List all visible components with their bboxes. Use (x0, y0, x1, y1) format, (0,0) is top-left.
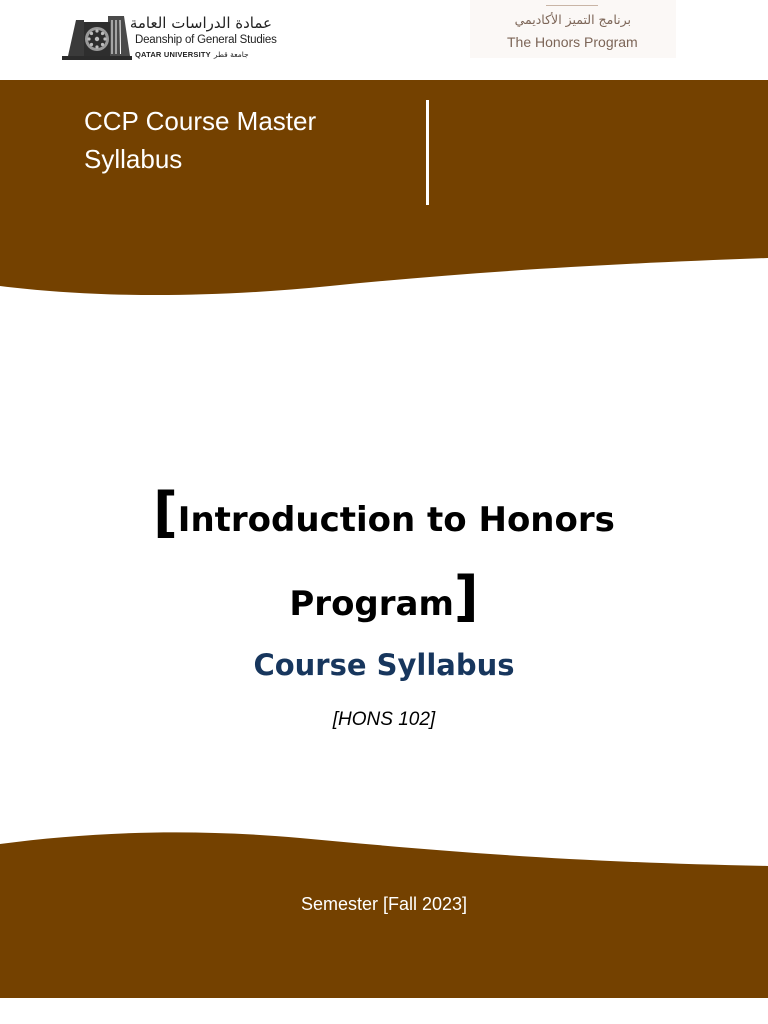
deanship-logo (62, 12, 277, 62)
deanship-english-name: Deanship of General Studies (135, 34, 277, 46)
header-divider (426, 100, 429, 205)
header-title: CCP Course Master Syllabus (84, 106, 317, 174)
course-title (110, 478, 658, 646)
qu-emblem-icon (62, 12, 132, 62)
title-close-bracket: ] (453, 565, 479, 628)
honors-logo-rule (546, 5, 598, 6)
university-english-name: QATAR UNIVERSITY (135, 50, 211, 59)
course-syllabus-heading: Course Syllabus (253, 648, 515, 682)
honors-english-name: The Honors Program (507, 34, 638, 50)
course-code: [HONS 102] (332, 709, 436, 730)
title-open-bracket: [ (153, 481, 178, 544)
honors-program-logo (470, 0, 676, 58)
university-arabic-name: جامعة قطر (213, 50, 249, 59)
semester-label: Semester [Fall 2023] (300, 894, 468, 914)
honors-arabic-name: برنامج التميز الأكاديمي (514, 12, 631, 27)
deanship-arabic-name: عمادة الدراسات العامة (129, 14, 272, 32)
course-title-text: Introduction to Honors Program (177, 500, 615, 624)
university-line (135, 50, 249, 59)
